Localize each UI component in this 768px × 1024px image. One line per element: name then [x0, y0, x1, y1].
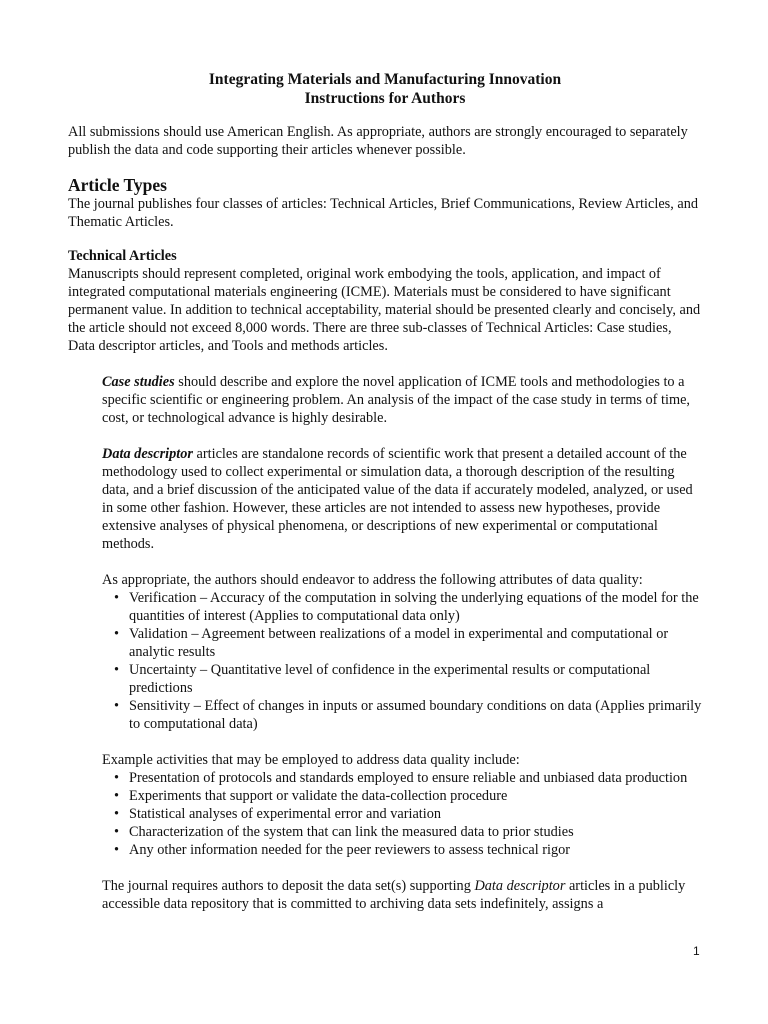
- list-item: • Validation – Agreement between realizations of a model in experimental and computational or analytic results: [129, 625, 702, 661]
- data-descriptor-term: Data descriptor: [102, 446, 193, 462]
- technical-articles-heading: Technical Articles: [68, 248, 177, 264]
- document-title-line2: Instructions for Authors: [304, 90, 466, 107]
- list-item: • Any other information needed for the peer reviewers to assess technical rigor: [129, 841, 702, 859]
- list-item: • Characterization of the system that can link the measured data to prior studies: [129, 823, 702, 841]
- article-types-description: The journal publishes four classes of articles: Technical Articles, Brief Communications, Review Articles, and Thematic Articles.: [68, 196, 699, 230]
- case-studies-text: should describe and explore the novel application of ICME tools and methodologies to a specific scientific or engineering problem. An analysis of the impact of the case study in terms of time, cost, or technological advance is highly desirable.: [102, 374, 690, 426]
- deposit-text-before: The journal requires authors to deposit the data set(s) supporting: [102, 878, 475, 894]
- list-item: • Experiments that support or validate the data-collection procedure: [129, 787, 702, 805]
- list-item: • Uncertainty – Quantitative level of confidence in the experimental results or computational predictions: [129, 661, 702, 697]
- technical-articles-body: Manuscripts should represent completed, original work embodying the tools, application, and impact of integrated computational materials engineering (ICME). Materials must be considered to have significant permanent value. In addition to technical acceptability, material should be presented clearly and concisely, and the article should not exceed 8,000 words. There are three sub-classes of Technical Articles: Case studies, Data descriptor articles, and Tools and methods articles.: [68, 266, 701, 354]
- document-title-line1: Integrating Materials and Manufacturing Innovation: [208, 71, 562, 88]
- case-studies-paragraph: [102, 373, 702, 427]
- example-activities-list: [68, 769, 702, 859]
- page-number: 1: [693, 944, 700, 958]
- document-page: [68, 70, 702, 913]
- deposit-text-after: articles in a publicly accessible data repository that is committed to archiving data sets indefinitely, assigns a: [102, 878, 686, 912]
- quality-attributes-intro: As appropriate, the authors should endeavor to address the following attributes of data quality:: [102, 572, 643, 588]
- example-activities-intro: Example activities that may be employed to address data quality include:: [102, 752, 520, 768]
- list-item: • Verification – Accuracy of the computation in solving the underlying equations of the model for the quantities of interest (Applies to computational data only): [129, 589, 702, 625]
- deposit-paragraph: [102, 877, 702, 913]
- list-item: • Statistical analyses of experimental error and variation: [129, 805, 702, 823]
- quality-attributes-list: [68, 589, 702, 733]
- list-item: • Sensitivity – Effect of changes in inputs or assumed boundary conditions on data (Applies primarily to computational data): [129, 697, 702, 733]
- deposit-term: Data descriptor: [474, 878, 566, 894]
- list-item: • Presentation of protocols and standards employed to ensure reliable and unbiased data production: [129, 769, 702, 787]
- data-descriptor-paragraph: [102, 445, 702, 553]
- intro-paragraph: All submissions should use American English. As appropriate, authors are strongly encouraged to separately publish the data and code supporting their articles whenever possible.: [68, 124, 688, 158]
- data-descriptor-text: articles are standalone records of scientific work that present a detailed account of the methodology used to collect experimental or simulation data, a thorough description of the resulting data, and a brief discussion of the anticipated value of the data if accurately modeled, analyzed, or used in some other fashion. However, these articles are not intended to assess new hypotheses, provide extensive analyses of physical phenomena, or descriptions of new experimental or computational methods.: [102, 446, 693, 552]
- article-types-heading: Article Types: [68, 175, 167, 195]
- case-studies-term: Case studies: [102, 374, 175, 390]
